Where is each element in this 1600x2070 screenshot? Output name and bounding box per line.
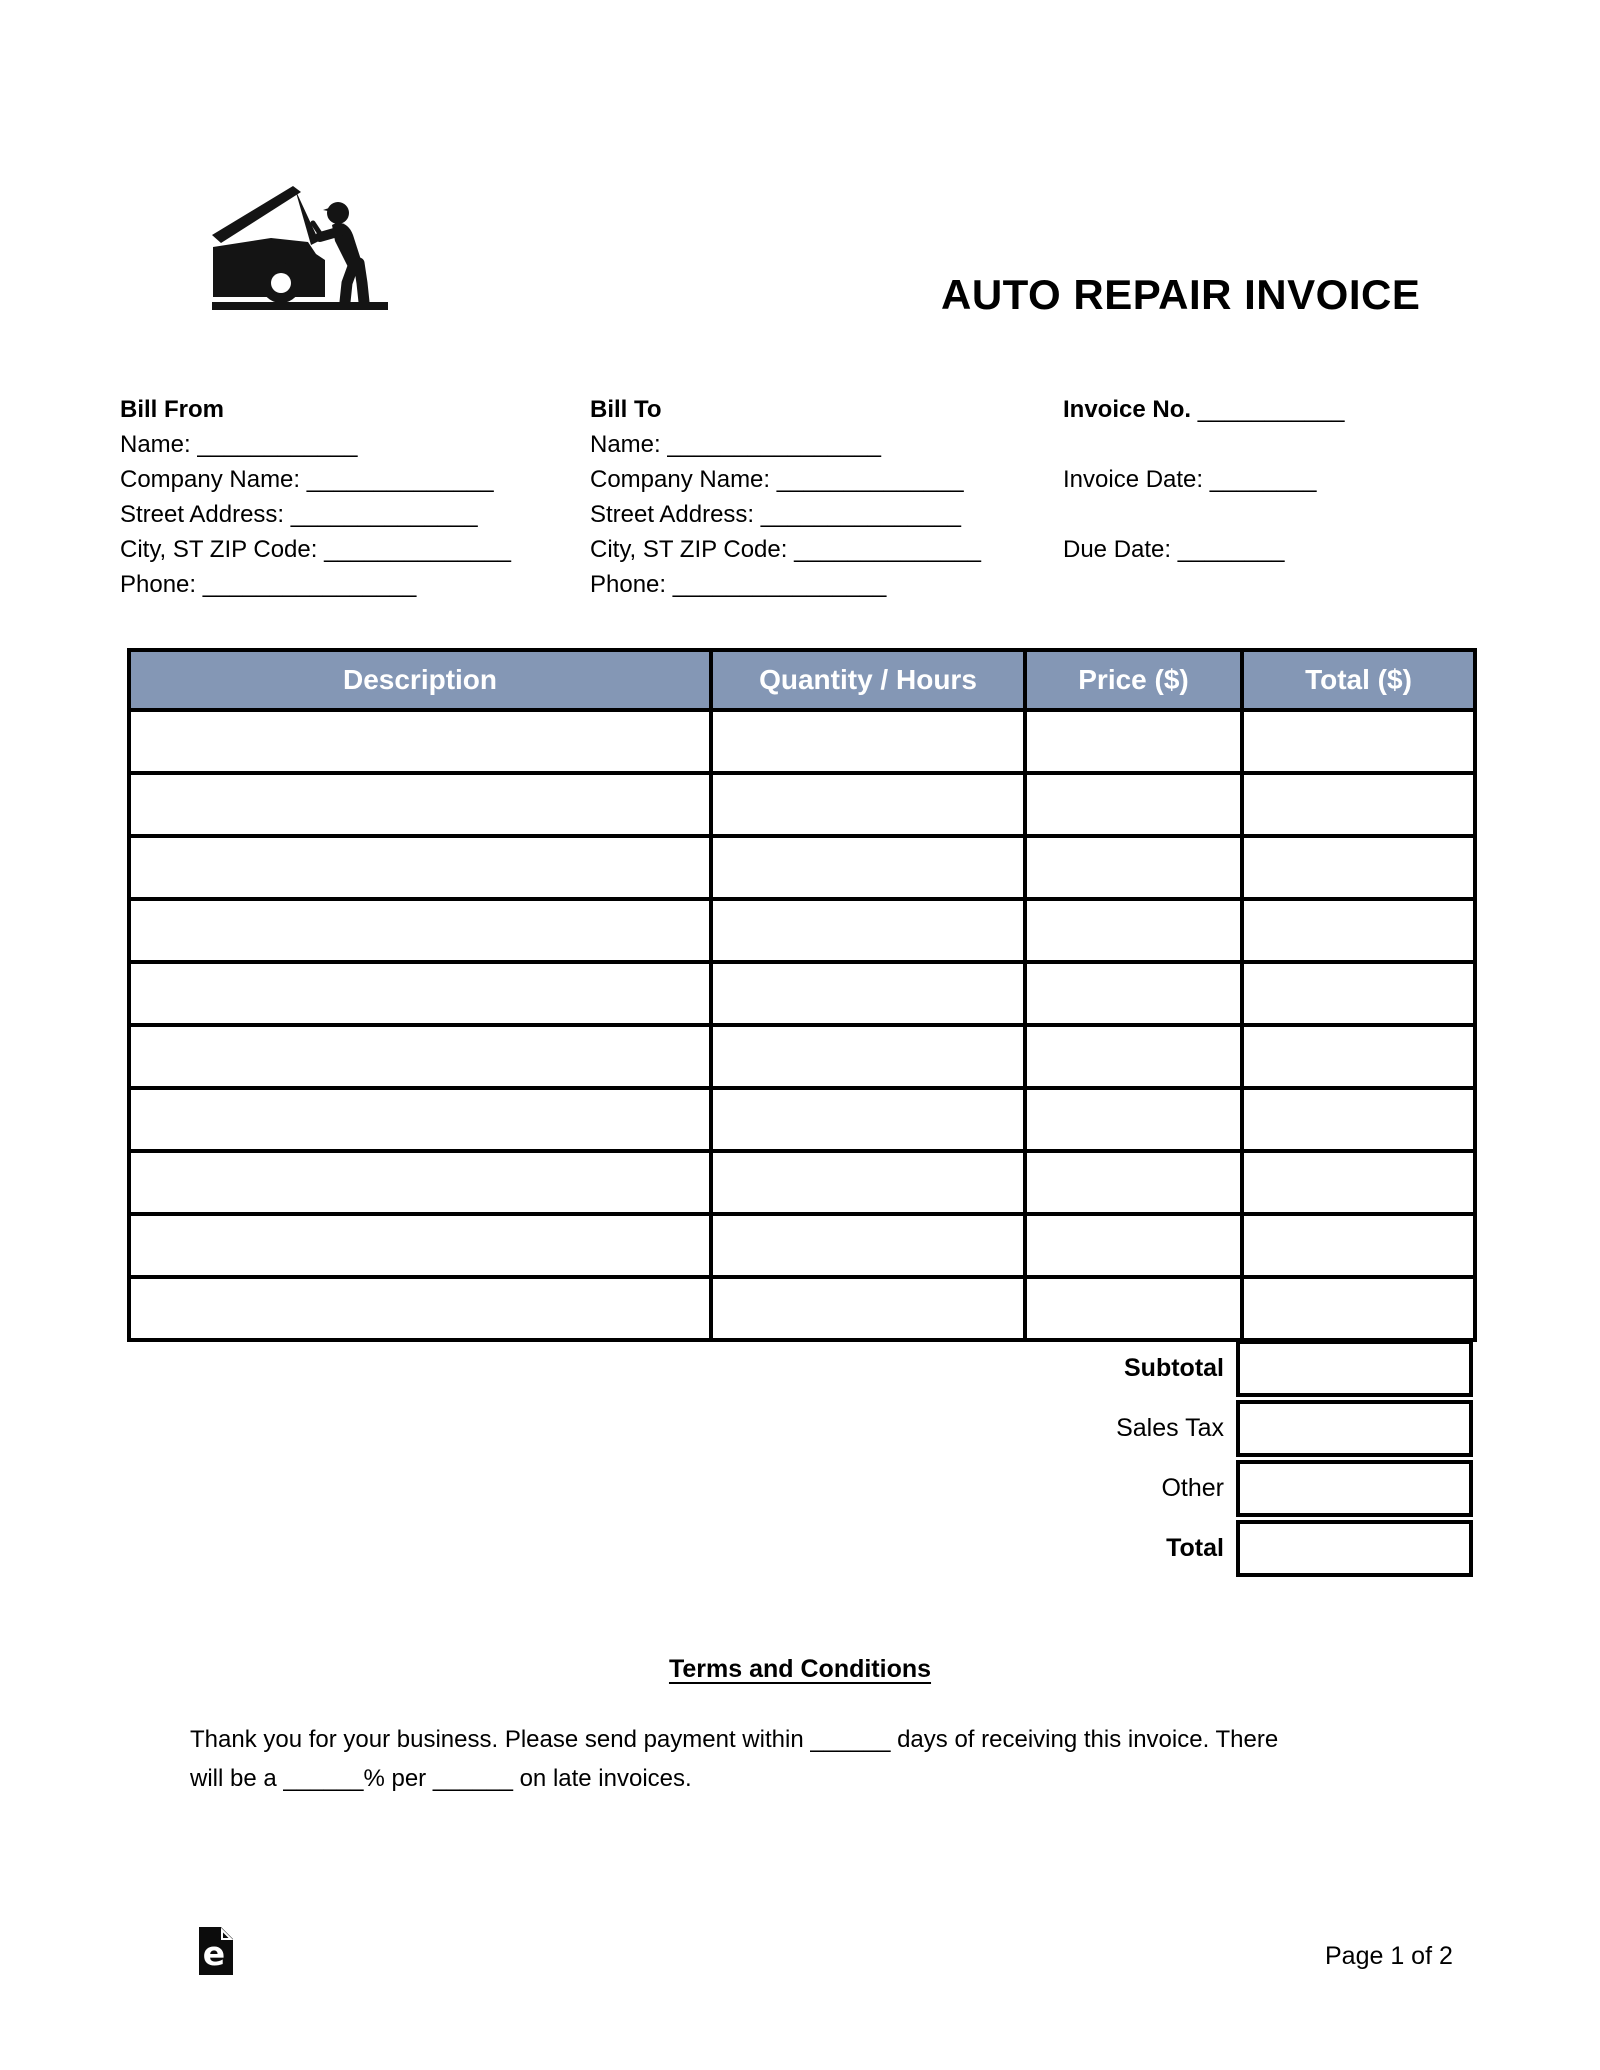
sales-tax-value-box[interactable] xyxy=(1236,1400,1473,1457)
other-row xyxy=(127,1460,1473,1517)
bill-from-section xyxy=(120,392,511,602)
item-cell[interactable] xyxy=(711,962,1025,1025)
item-cell[interactable] xyxy=(1242,1151,1475,1214)
item-cell[interactable] xyxy=(1025,1151,1242,1214)
bill-to-phone-field[interactable]: Phone: ________________ xyxy=(590,571,887,598)
item-cell[interactable] xyxy=(711,1277,1025,1340)
item-cell[interactable] xyxy=(1025,836,1242,899)
item-cell[interactable] xyxy=(711,1151,1025,1214)
item-cell[interactable] xyxy=(711,1088,1025,1151)
item-cell[interactable] xyxy=(129,773,711,836)
item-row xyxy=(129,836,1475,899)
invoice-no-line xyxy=(1063,392,1345,427)
item-cell[interactable] xyxy=(1242,1277,1475,1340)
item-cell[interactable] xyxy=(129,962,711,1025)
item-row xyxy=(129,1088,1475,1151)
bill-to-section xyxy=(590,392,981,602)
terms-heading: Terms and Conditions xyxy=(668,1655,932,1683)
col-header-total: Total ($) xyxy=(1242,650,1475,710)
spacer xyxy=(1063,497,1345,532)
item-cell[interactable] xyxy=(711,836,1025,899)
items-table-body xyxy=(129,710,1475,1340)
sales-tax-label: Sales Tax xyxy=(1116,1414,1224,1442)
bill-from-phone-field[interactable]: Phone: ________________ xyxy=(120,571,417,598)
item-cell[interactable] xyxy=(1242,710,1475,773)
item-row xyxy=(129,773,1475,836)
totals-section xyxy=(127,1340,1473,1580)
bill-from-city-field[interactable]: City, ST ZIP Code: ______________ xyxy=(120,536,511,563)
col-header-price: Price ($) xyxy=(1025,650,1242,710)
item-cell[interactable] xyxy=(711,899,1025,962)
page-title: AUTO REPAIR INVOICE xyxy=(941,271,1421,318)
svg-text:e: e xyxy=(202,1934,226,1973)
item-row xyxy=(129,710,1475,773)
other-label: Other xyxy=(1161,1474,1224,1502)
terms-paragraph xyxy=(190,1720,1278,1798)
invoice-date-field[interactable]: Invoice Date: ________ xyxy=(1063,466,1317,493)
item-cell[interactable] xyxy=(1025,962,1242,1025)
item-cell[interactable] xyxy=(129,836,711,899)
bill-to-company-field[interactable]: Company Name: ______________ xyxy=(590,466,964,493)
col-header-description: Description xyxy=(129,650,711,710)
terms-line-2: will be a ______% per ______ on late invoices. xyxy=(190,1765,692,1792)
total-row xyxy=(127,1520,1473,1577)
item-row xyxy=(129,1214,1475,1277)
other-value-box[interactable] xyxy=(1236,1460,1473,1517)
subtotal-label: Subtotal xyxy=(1124,1354,1224,1382)
item-cell[interactable] xyxy=(129,1025,711,1088)
item-cell[interactable] xyxy=(1025,1277,1242,1340)
item-cell[interactable] xyxy=(1025,1025,1242,1088)
col-header-quantity-hours: Quantity / Hours xyxy=(711,650,1025,710)
item-row xyxy=(129,1025,1475,1088)
item-cell[interactable] xyxy=(1025,773,1242,836)
bill-from-company-field[interactable]: Company Name: ______________ xyxy=(120,466,494,493)
item-cell[interactable] xyxy=(1242,1214,1475,1277)
invoice-no-blank[interactable]: ___________ xyxy=(1191,396,1345,423)
item-cell[interactable] xyxy=(129,1151,711,1214)
spacer xyxy=(1063,427,1345,462)
bill-from-street-field[interactable]: Street Address: ______________ xyxy=(120,501,478,528)
total-value-box[interactable] xyxy=(1236,1520,1473,1577)
item-cell[interactable] xyxy=(1242,1088,1475,1151)
item-cell[interactable] xyxy=(129,710,711,773)
subtotal-row xyxy=(127,1340,1473,1397)
item-cell[interactable] xyxy=(711,1214,1025,1277)
invoice-meta-section xyxy=(1063,392,1345,567)
item-cell[interactable] xyxy=(1242,962,1475,1025)
auto-repair-logo xyxy=(205,183,395,320)
item-cell[interactable] xyxy=(1025,1214,1242,1277)
item-row xyxy=(129,1277,1475,1340)
item-cell[interactable] xyxy=(1242,836,1475,899)
item-cell[interactable] xyxy=(1242,899,1475,962)
item-cell[interactable] xyxy=(129,1277,711,1340)
item-row xyxy=(129,1151,1475,1214)
due-date-field[interactable]: Due Date: ________ xyxy=(1063,536,1285,563)
sales-tax-row xyxy=(127,1400,1473,1457)
item-cell[interactable] xyxy=(711,773,1025,836)
terms-line-1: Thank you for your business. Please send payment within ______ days of receiving this invoice. There xyxy=(190,1726,1279,1753)
item-cell[interactable] xyxy=(129,1088,711,1151)
invoice-no-label: Invoice No. xyxy=(1063,396,1192,423)
total-label: Total xyxy=(1166,1534,1224,1562)
bill-to-name-field[interactable]: Name: ________________ xyxy=(590,431,881,458)
item-cell[interactable] xyxy=(1242,1025,1475,1088)
item-cell[interactable] xyxy=(1242,773,1475,836)
item-cell[interactable] xyxy=(1025,710,1242,773)
item-cell[interactable] xyxy=(129,1214,711,1277)
item-cell[interactable] xyxy=(711,710,1025,773)
item-row xyxy=(129,962,1475,1025)
items-header-row xyxy=(129,650,1475,710)
page-number: Page 1 of 2 xyxy=(1325,1942,1453,1970)
bill-to-heading: Bill To xyxy=(590,396,662,423)
item-cell[interactable] xyxy=(1025,1088,1242,1151)
eforms-logo xyxy=(198,1926,234,1981)
bill-to-city-field[interactable]: City, ST ZIP Code: ______________ xyxy=(590,536,981,563)
item-cell[interactable] xyxy=(129,899,711,962)
item-row xyxy=(129,899,1475,962)
item-cell[interactable] xyxy=(711,1025,1025,1088)
mechanic-car-icon xyxy=(205,183,395,315)
item-cell[interactable] xyxy=(1025,899,1242,962)
bill-to-street-field[interactable]: Street Address: _______________ xyxy=(590,501,961,528)
eforms-document-icon xyxy=(198,1926,234,1976)
bill-from-heading: Bill From xyxy=(120,396,225,423)
bill-from-name-field[interactable]: Name: ____________ xyxy=(120,431,358,458)
subtotal-value-box[interactable] xyxy=(1236,1340,1473,1397)
line-items-table xyxy=(127,648,1477,1342)
